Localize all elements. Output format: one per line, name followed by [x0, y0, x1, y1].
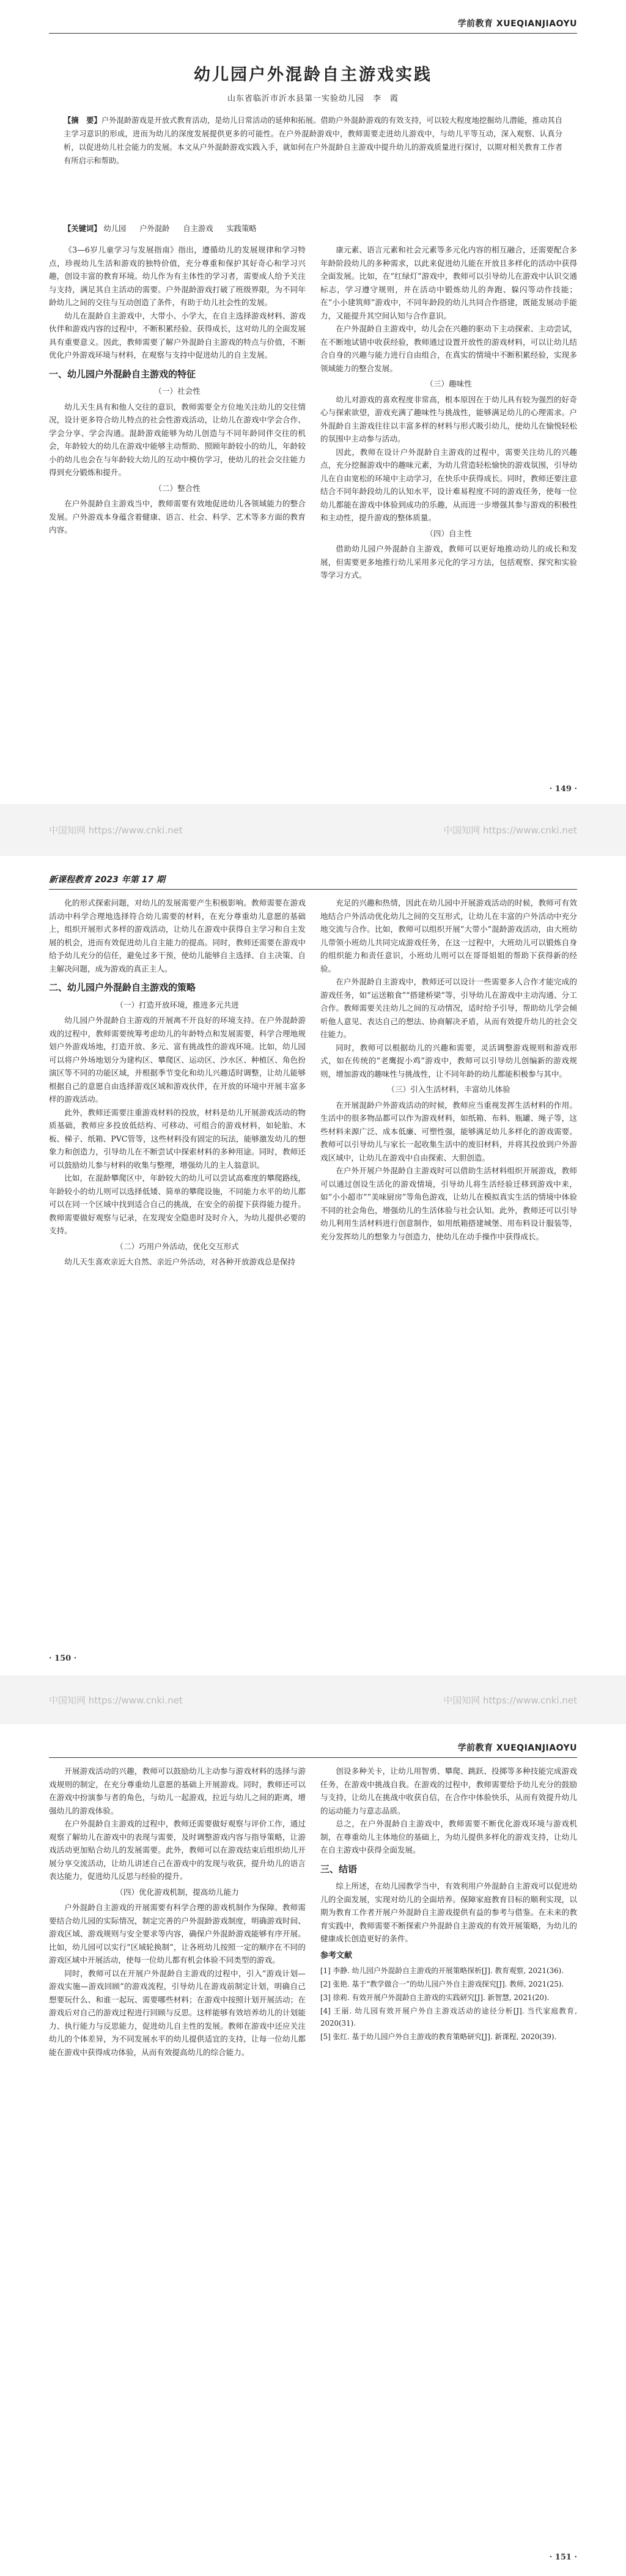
- paragraph: 此外，教师还需要注重游戏材料的投放，材料是幼儿开展游戏活动的物质基础，教师应多投放低结构、可移动、可组合的游戏材料，如轮胎、木板、梯子、纸箱、PVC管等，这些材料没有固定的玩法，能够激发幼儿的想象力和创造力，引导幼儿在不断尝试中探索材料的多种用途。同时，教师还可以鼓励幼儿参与材料的收集与整理，增强幼儿的主人翁意识。: [49, 1107, 306, 1170]
- page-number: · 149 ·: [549, 784, 577, 794]
- page-number: · 151 ·: [549, 2553, 577, 2562]
- subsection-heading: （三）引入生活材料，丰富幼儿体验: [387, 1085, 510, 1094]
- paragraph: 幼儿在混龄自主游戏中，大带小、小学大，在自主选择游戏材料、游戏伙伴和游戏内容的过程中，不断积累经验、获得成长，这对幼儿的全面发展具有重要意义。因此，教师需要了解户外混龄自主游戏的特点与价值，不断优化户外游戏环境与材料，在观察与支持中促进幼儿的自主发展。: [49, 311, 306, 360]
- subsection-heading: （二）巧用户外活动，优化交互形式: [116, 1241, 239, 1251]
- references-title: 参考文献: [320, 1950, 353, 1960]
- page-151: [0, 1724, 626, 2576]
- keywords-label: 【关键词】: [64, 224, 101, 233]
- watermark: 中国知网 https://www.cnki.net: [443, 1695, 577, 1706]
- column-left: [49, 243, 306, 781]
- running-header: 学前教育 XUEQIANJIAOYU: [457, 19, 577, 29]
- paragraph: 在户外混龄自主游戏中，幼儿会在兴趣的驱动下主动探索、主动尝试，在不断地试错中收获经验，教师通过设置开放性的游戏材料，可以让幼儿结合自身的兴趣与能力进行自由组合，在真实的情境中不断积累经验，实现多领域能力的整合发展。: [320, 324, 577, 373]
- column-left: [49, 896, 306, 1645]
- article-title: 幼儿园户外混龄自主游戏实践: [194, 65, 432, 84]
- column-right: [320, 1765, 577, 2541]
- paragraph: 同时，教师可以在开展户外混龄自主游戏的过程中，引入“游戏计划—游戏实施—游戏回顾”的游戏流程，引导幼儿在游戏前制定计划，明确自己想要玩什么、和谁一起玩、需要哪些材料；在游戏中按照计划开展活动；在游戏后对自己的游戏过程进行回顾与反思。这样能够有效培养幼儿的计划能力、执行能力与反思能力，促进幼儿自主性的发展。教师在游戏中还应关注幼儿的个体差异，为不同发展水平的幼儿提供适宜的支持，让每一位幼儿都能在游戏中获得成功体验，从而有效提高幼儿的综合能力。: [49, 1968, 306, 2057]
- reference-item: [4] 王丽. 幼儿园有效开展户外自主游戏活动的途径分析[J]. 当代家庭教育, 2020(31).: [320, 2007, 577, 2028]
- section-heading: 一、幼儿园户外混龄自主游戏的特征: [49, 368, 196, 380]
- paragraph: 幼儿天生具有和他人交往的意识，教师需要全方位地关注幼儿的交往情况，设计更多符合幼儿特点的社会性游戏活动，让幼儿在游戏中学会合作、学会分享、学会沟通。混龄游戏能够为幼儿创造与不同年龄同伴交往的机会，年龄较大的幼儿在游戏中能够主动帮助、照顾年龄较小的幼儿，年龄较小的幼儿也会在与年龄较大幼儿的互动中模仿学习，使幼儿的社会交往能力得到充分锻炼和提升。: [49, 402, 306, 477]
- keyword: 幼儿园: [103, 224, 127, 233]
- column-left: [49, 1765, 306, 2541]
- reference-item: [1] 李静. 幼儿园户外混龄自主游戏的开展策略探析[J]. 教育观察, 2021(36).: [320, 1966, 564, 1975]
- keyword: 户外混龄: [139, 224, 170, 233]
- keywords: [64, 223, 562, 234]
- page-number: · 150 ·: [49, 1654, 77, 1663]
- subsection-heading: （一）打造开放环境，推进多元共进: [116, 1000, 239, 1009]
- paragraph: 康元素、语言元素和社会元素等多元化内容的相互融合，还需要配合多年龄阶段幼儿的多种需求，以此来促进幼儿能在开放且多样化的活动中获得全面发展。比如，在“红绿灯”游戏中，教师可以引导幼儿在游戏中认识交通标志，学习遵守规则，并在活动中锻炼幼儿的奔跑、躲闪等动作技能；在“小小建筑师”游戏中，不同年龄段的幼儿共同合作搭建，既能发展动手能力，又能提升其空间认知与合作意识。: [320, 245, 577, 320]
- paragraph: 借助幼儿园户外混龄自主游戏，教师可以更好地推动幼儿的成长和发展，但需要更多地推行幼儿采用多元化的学习方法，包括观察、探究和实验等学习方式。: [320, 544, 577, 580]
- keyword: 自主游戏: [183, 224, 213, 233]
- column-right: [320, 896, 577, 1645]
- abstract-label: 【摘 要】: [64, 116, 101, 125]
- abstract-text: 户外混龄游戏是开放式教育活动，是幼儿日常活动的延伸和拓展。借助户外混龄游戏的有效支持，可以较大程度地挖掘幼儿潜能，推动其自主学习意识的形成，进而为幼儿的深度发展提供更多的可能性。在户外混龄游戏中，教师需要走进幼儿游戏中，与幼儿平等互动，深入观察、认真分析，以促进幼儿社会能力的发展。本文从户外混龄游戏实践入手，就如何在户外混龄自主游戏中提升幼儿的游戏质量进行探讨，以期对相关教育工作者有所启示和帮助。: [64, 116, 562, 165]
- keyword: 实践策略: [226, 224, 257, 233]
- running-header: 新课程教育 2023 年第 17 期: [49, 875, 165, 885]
- subsection-heading: （四）自主性: [425, 528, 472, 538]
- paragraph: 《3—6岁儿童学习与发展指南》指出，遵循幼儿的发展规律和学习特点，珍视幼儿生活和游戏的独特价值，充分尊重和保护其好奇心和学习兴趣，创设丰富的教育环境。幼儿作为有主体性的学习者，需要成人给予关注与支持，满足其自主活动的需要。户外混龄游戏打破了班级界限，为不同年龄幼儿之间的交往与互动创造了条件，有助于幼儿社会性的发展。: [49, 245, 306, 307]
- paragraph: 总之，在户外混龄自主游戏中，教师需要不断优化游戏环境与游戏机制，在尊重幼儿主体地位的基础上，为幼儿提供多样化的游戏支持，让幼儿在自主游戏中获得全面发展。: [320, 1819, 577, 1854]
- paragraph: 创设多种关卡，让幼儿用智勇、攀爬、跳跃、投掷等多种技能完成游戏任务，在游戏中挑战自我。在游戏的过程中，教师需要给予幼儿充分的鼓励与支持，让幼儿在挑战中收获自信，在合作中体验快乐，从而有效提升幼儿的运动能力与意志品质。: [320, 1766, 577, 1815]
- watermark: 中国知网 https://www.cnki.net: [49, 825, 183, 836]
- page-149: [0, 0, 626, 804]
- paragraph: 同时，教师可以根据幼儿的兴趣和需要，灵活调整游戏规则和游戏形式，如在传统的“老鹰捉小鸡”游戏中，教师可以引导幼儿创编新的游戏规则，增加游戏的趣味性与挑战性，让不同年龄的幼儿都能积极参与其中。: [320, 1043, 577, 1079]
- paragraph: 在户外混龄自主游戏的过程中，教师还需要做好观察与评价工作，通过观察了解幼儿在游戏中的表现与需要，及时调整游戏内容与指导策略，让游戏活动更加贴合幼儿的发展需要。此外，教师可以在游戏结束后组织幼儿开展分享交流活动，让幼儿讲述自己在游戏中的发现与收获，提升幼儿的语言表达能力，促进幼儿反思与经验的提升。: [49, 1819, 306, 1881]
- paragraph: 充足的兴趣和热情，因此在幼儿园中开展游戏活动的时候，教师可有效地结合户外活动优化幼儿之间的交互形式，让幼儿在丰富的户外活动中充分地交流与合作。比如，教师可以组织开展“大带小”混龄游戏活动，由大班幼儿带领小班幼儿共同完成游戏任务，在这一过程中，大班幼儿可以锻炼自身的组织能力和责任意识，小班幼儿则可以在哥哥姐姐的帮助下获得新的经验。: [320, 898, 577, 973]
- reference-item: [2] 张艳. 基于“教学做合一”的幼儿园户外自主游戏探究[J]. 教师, 2021(25).: [320, 1980, 564, 1988]
- reference-item: [3] 徐莉. 有效开展户外混龄自主游戏的实践研究[J]. 新智慧, 2021(20).: [320, 1993, 550, 2002]
- paragraph: 综上所述，在幼儿园教学当中，有效利用户外混龄自主游戏可以促进幼儿的全面发展，实现对幼儿的全面培养。保障家庭教育目标的顺利实现，以期为教育工作者开展户外混龄自主游戏提供有益的参考与借鉴。在未来的教育实践中，教师需要不断探索户外混龄自主游戏的有效开展策略，为幼儿的健康成长创造更好的条件。: [320, 1881, 577, 1943]
- page-gap: [0, 1675, 626, 1724]
- running-header: 学前教育 XUEQIANJIAOYU: [457, 1743, 577, 1753]
- watermark: 中国知网 https://www.cnki.net: [49, 1695, 183, 1706]
- paragraph: 户外混龄自主游戏的开展需要有科学合理的游戏机制作为保障。教师需要结合幼儿园的实际情况，制定完善的户外混龄游戏制度，明确游戏时间、游戏区域、游戏规则与安全要求等内容，确保户外混龄游戏能够有序开展。比如，幼儿园可以实行“区域轮换制”，让各班幼儿按照一定的顺序在不同的游戏区域中开展活动，使每一位幼儿都有机会体验不同类型的游戏。: [49, 1903, 306, 1965]
- page-150: [0, 856, 626, 1675]
- paragraph: 开展游戏活动的兴趣，教师可以鼓励幼儿主动参与游戏材料的选择与游戏规则的制定，在充分尊重幼儿意愿的基础上开展游戏。同时，教师还可以在游戏中扮演参与者的角色，与幼儿一起游戏，拉近与幼儿之间的距离，增强幼儿的游戏体验。: [49, 1766, 306, 1815]
- paragraph: 在户外混龄自主游戏中，教师还可以设计一些需要多人合作才能完成的游戏任务，如“运送粮食”“搭建桥梁”等，引导幼儿在游戏中主动沟通、分工合作。教师需要关注幼儿之间的互动情况，适时给予引导，帮助幼儿学会倾听他人意见、表达自己的想法、协商解决矛盾，从而有效提升幼儿的社会交往能力。: [320, 977, 577, 1039]
- paragraph: 在户外混龄自主游戏当中，教师需要有效地促进幼儿各领域能力的整合发展。户外游戏本身蕴含着健康、语言、社会、科学、艺术等多方面的教育内容。: [49, 499, 306, 534]
- header-rule: [49, 33, 577, 34]
- paragraph: 在户外开展户外混龄自主游戏时可以借助生活材料组织开展游戏，教师可以通过创设生活化的游戏情境，引导幼儿将生活经验迁移到游戏中来，如“小小超市”“美味厨房”等角色游戏，让幼儿在模拟真实生活的情境中体验不同的社会角色，增强幼儿的生活体验与社会认知。此外，教师还可以引导幼儿利用生活材料进行创意制作，如用纸箱搭建城堡、用布料设计服装等，充分发挥幼儿的想象力与创造力，使幼儿在动手操作中获得成长。: [320, 1166, 577, 1241]
- abstract: [64, 114, 562, 168]
- paragraph: 在开展混龄户外游戏活动的时候，教师应当重视发挥生活材料的作用。生活中的很多物品都可以作为游戏材料，如纸箱、布料、瓶罐、绳子等，这些材料来源广泛、成本低廉、可塑性强，能够满足幼儿多样化的游戏需要。教师可以引导幼儿与家长一起收集生活中的废旧材料，并将其投放到户外游戏区域中，让幼儿在游戏中自由探索、大胆创造。: [320, 1100, 577, 1162]
- header-rule: [49, 889, 577, 890]
- article-authors: 山东省临沂市沂水县第一实验幼儿园 李 霞: [227, 94, 399, 103]
- subsection-heading: （一）社会性: [154, 386, 201, 396]
- watermark: 中国知网 https://www.cnki.net: [443, 825, 577, 836]
- paragraph: 化的形式探索问题，对幼儿的发展需要产生积极影响。教师需要在游戏活动中科学合理地选择符合幼儿需要的材料，在充分尊重幼儿意愿的基础上，组织开展形式多样的游戏活动，让幼儿在游戏中获得自主学习和自主发展的机会，进而有效促进幼儿自主能力的提高。同时，教师还需要在游戏中给予幼儿充分的信任，避免过多干预，使幼儿能够自主选择、自主决策、自主解决问题，成为游戏的真正主人。: [49, 898, 306, 973]
- subsection-heading: （二）整合性: [154, 483, 201, 493]
- section-heading: 三、结语: [320, 1863, 358, 1875]
- header-rule: [49, 1757, 577, 1758]
- paragraph: 因此，教师在设计户外混龄自主游戏的过程中，需要关注幼儿的兴趣点，充分挖掘游戏中的趣味元素，为幼儿营造轻松愉快的游戏氛围，引导幼儿在自由宽松的环境中主动学习，在快乐中获得成长。同时，教师还要注意结合不同年龄段幼儿的认知水平，设计难易程度不同的游戏任务，使每一位幼儿都能在游戏中体验到成功的乐趣，从而进一步增强其参与游戏的积极性和主动性，提升游戏的整体质量。: [320, 447, 577, 522]
- paragraph: 幼儿园户外混龄自主游戏的开展离不开良好的环境支持。在户外混龄游戏的过程中，教师需要统筹考虑幼儿的年龄特点和发展需要，科学合理地规划户外游戏场地，打造开放、多元、富有挑战性的游戏环境。比如，幼儿园可以将户外场地划分为建构区、攀爬区、运动区、沙水区、种植区、角色扮演区等不同的功能区域，并根据季节变化和幼儿兴趣适时调整，让幼儿能够根据自己的意愿自由选择游戏区域和游戏伙伴，在开放的环境中开展丰富多样的游戏活动。: [49, 1016, 306, 1104]
- subsection-heading: （四）优化游戏机制，提高幼儿能力: [116, 1887, 239, 1897]
- references: [320, 1949, 577, 2043]
- paragraph: 比如，在混龄攀爬区中，年龄较大的幼儿可以尝试高难度的攀爬路线，年龄较小的幼儿则可以选择低矮、简单的攀爬设施，不同能力水平的幼儿都可以在同一个区域中找到适合自己的挑战，在安全的前提下获得能力提升。教师需要做好观察与记录，在发现安全隐患时及时介入，为幼儿提供必要的支持。: [49, 1173, 306, 1235]
- section-heading: 二、幼儿园户外混龄自主游戏的策略: [49, 982, 196, 993]
- subsection-heading: （三）趣味性: [425, 379, 472, 388]
- column-right: [320, 243, 577, 781]
- page-gap: [0, 804, 626, 856]
- paragraph: 幼儿对游戏的喜欢程度非常高，根本原因在于幼儿具有较为强烈的好奇心与探索欲望，游戏充满了趣味性与挑战性，能够满足幼儿的心理需求。户外混龄自主游戏往往以丰富多样的材料与形式吸引幼儿，使幼儿在愉悦轻松的氛围中主动参与活动。: [320, 394, 577, 443]
- reference-item: [5] 张红. 基于幼儿园户外自主游戏的教育策略研究[J]. 新课程, 2020(39).: [320, 2032, 557, 2041]
- paragraph: 幼儿天生喜欢亲近大自然、亲近户外活动，对各种开放游戏总是保持: [64, 1257, 295, 1266]
